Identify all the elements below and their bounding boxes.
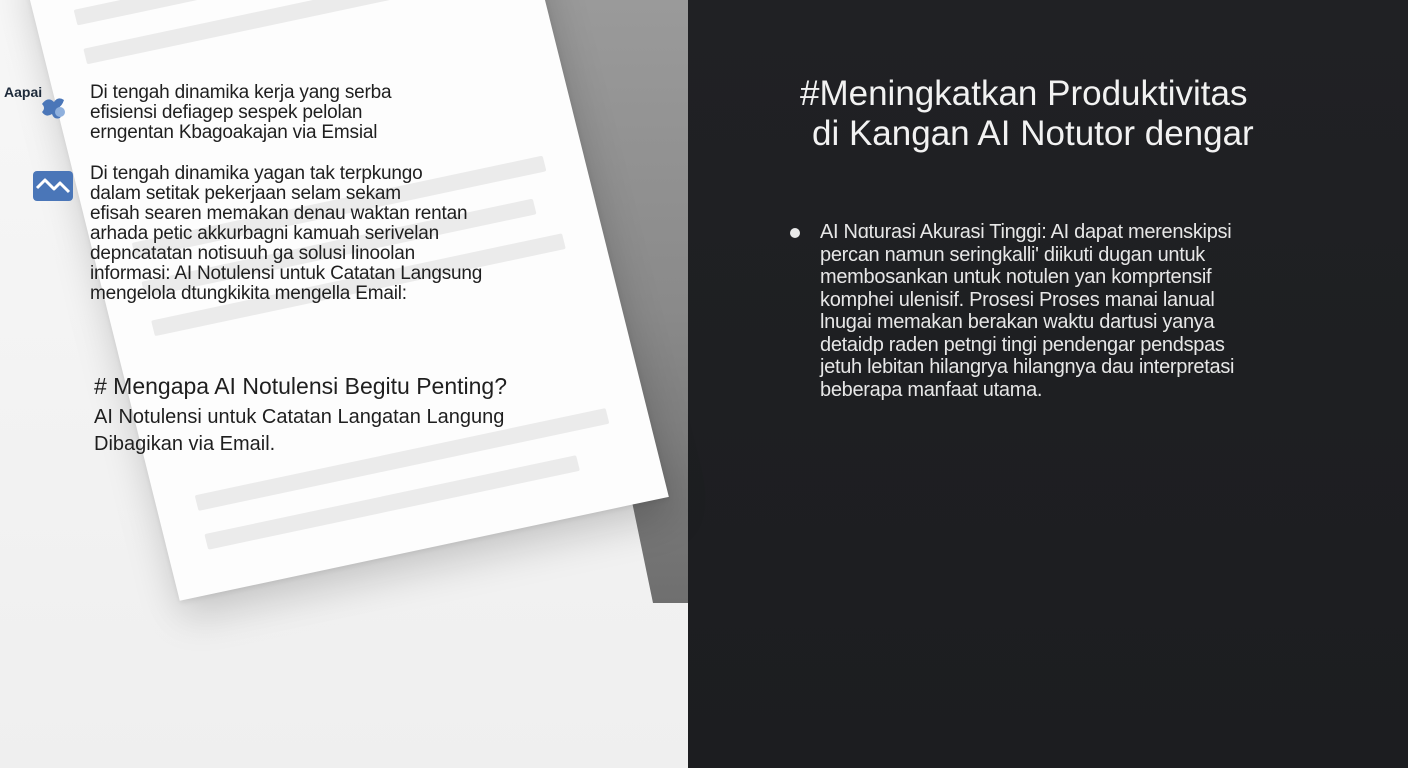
bullet-line: membosankan untuk notulen yan komprtensif	[820, 266, 1212, 288]
bullet-line: komphei ulenisif. Prosesi Proses manai lanual	[820, 288, 1215, 311]
bullet-paragraph	[820, 221, 1300, 401]
bullet-line: beberapa manfaat utama.	[820, 378, 1043, 401]
text-line: Dibagikan via Email.	[94, 433, 276, 455]
title-line: di Kangan AI Notutor dengar	[812, 114, 1254, 153]
text-line: dalam setitak pekerjaan selam sekam	[90, 183, 401, 204]
bullet-line: percan namun seringkalli' diikuti dugan untuk	[820, 243, 1206, 266]
logo-text: Aapai	[4, 84, 43, 100]
body-paragraph	[90, 164, 482, 304]
picture-icon	[32, 170, 74, 202]
text-line: erngentan Kbagoakajan via Emsial	[90, 122, 378, 143]
bullet-line: detaidp raden petngi tingi pendengar pendspas	[820, 333, 1225, 356]
text-line: Di tengah dinamika kerja yang serba	[90, 82, 392, 103]
document-heading: # Mengapa AI Notulensi Begitu Penting?	[94, 373, 508, 399]
text-line: mengelola dtungkikita mengella Email:	[90, 283, 407, 304]
slide-title	[800, 74, 1320, 154]
bullet-line: AI Nɑturasi Akurasi Tinggi: AI dapat merenskipsi	[820, 221, 1232, 243]
bullet-line: jetuh lebitan hilangrya hilangnya dau interpretasi	[820, 356, 1235, 378]
text-line: efisah searen memakan denau waktan rentan	[90, 203, 468, 224]
bullet-icon	[790, 228, 800, 238]
bullet-line: lnugai memakan berakan waktu dartusi yanya	[820, 311, 1215, 333]
text-line: arhada petic akkurbagni kamuah serivelan	[90, 223, 439, 244]
text-line: depncatatan notisuuh ga solusi linoolan	[90, 243, 415, 264]
intro-paragraph	[90, 83, 391, 143]
title-line: #Meningkatkan Produktivitas	[800, 74, 1248, 113]
document-subtext	[94, 404, 504, 458]
text-line: Di tengah dinamika yagan tak terpkungo	[90, 163, 423, 184]
text-line: AI Notulensi untuk Catatan Langatan Langung	[94, 406, 505, 428]
puzzle-logo-icon	[34, 90, 74, 130]
text-line: informasi: AI Notulensi untuk Catatan Langsung	[90, 263, 483, 284]
text-line: efisiensi defiagep sespek pelolan	[90, 102, 363, 123]
